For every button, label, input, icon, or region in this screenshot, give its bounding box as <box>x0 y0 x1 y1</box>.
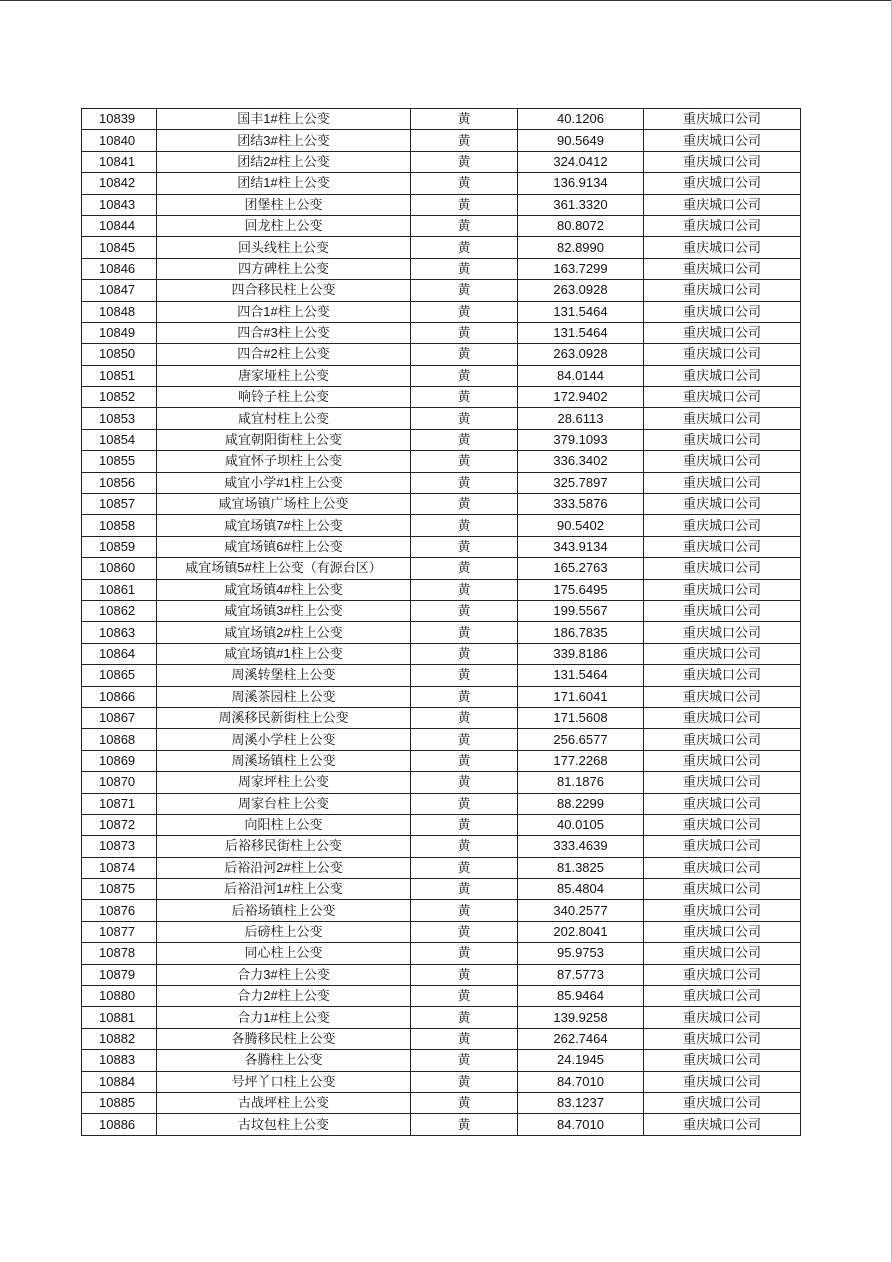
value-cell: 139.9258 <box>518 1007 644 1028</box>
transformer-name-cell: 团结1#柱上公变 <box>157 173 411 194</box>
warning-level-cell: 黄 <box>411 665 518 686</box>
warning-level-cell: 黄 <box>411 964 518 985</box>
company-cell: 重庆城口公司 <box>644 622 801 643</box>
warning-level-cell: 黄 <box>411 643 518 664</box>
company-cell: 重庆城口公司 <box>644 750 801 771</box>
table-row <box>82 451 801 472</box>
table-row <box>82 387 801 408</box>
value-cell: 325.7897 <box>518 472 644 493</box>
transformer-name-cell: 四合1#柱上公变 <box>157 301 411 322</box>
warning-level-cell: 黄 <box>411 429 518 450</box>
table-row <box>82 322 801 343</box>
value-cell: 40.1206 <box>518 109 644 130</box>
value-cell: 165.2763 <box>518 558 644 579</box>
warning-level-cell: 黄 <box>411 879 518 900</box>
table-row <box>82 793 801 814</box>
row-id-cell: 10872 <box>82 814 157 835</box>
company-cell: 重庆城口公司 <box>644 258 801 279</box>
value-cell: 336.3402 <box>518 451 644 472</box>
warning-level-cell: 黄 <box>411 494 518 515</box>
row-id-cell: 10852 <box>82 387 157 408</box>
table-row <box>82 536 801 557</box>
warning-level-cell: 黄 <box>411 793 518 814</box>
warning-level-cell: 黄 <box>411 921 518 942</box>
value-cell: 333.4639 <box>518 836 644 857</box>
warning-level-cell: 黄 <box>411 322 518 343</box>
transformer-name-cell: 响铃子柱上公变 <box>157 387 411 408</box>
table-row <box>82 494 801 515</box>
transformer-name-cell: 咸宜场镇广场柱上公变 <box>157 494 411 515</box>
value-cell: 81.3825 <box>518 857 644 878</box>
warning-level-cell: 黄 <box>411 943 518 964</box>
warning-level-cell: 黄 <box>411 836 518 857</box>
warning-level-cell: 黄 <box>411 1114 518 1135</box>
row-id-cell: 10840 <box>82 130 157 151</box>
value-cell: 361.3320 <box>518 194 644 215</box>
transformer-name-cell: 团堡柱上公变 <box>157 194 411 215</box>
warning-level-cell: 黄 <box>411 707 518 728</box>
warning-level-cell: 黄 <box>411 365 518 386</box>
warning-level-cell: 黄 <box>411 173 518 194</box>
row-id-cell: 10867 <box>82 707 157 728</box>
transformer-name-cell: 咸宜朝阳街柱上公变 <box>157 429 411 450</box>
transformer-name-cell: 周溪小学柱上公变 <box>157 729 411 750</box>
transformer-name-cell: 国丰1#柱上公变 <box>157 109 411 130</box>
company-cell: 重庆城口公司 <box>644 943 801 964</box>
row-id-cell: 10860 <box>82 558 157 579</box>
company-cell: 重庆城口公司 <box>644 536 801 557</box>
value-cell: 87.5773 <box>518 964 644 985</box>
value-cell: 84.0144 <box>518 365 644 386</box>
row-id-cell: 10879 <box>82 964 157 985</box>
table-row <box>82 814 801 835</box>
value-cell: 88.2299 <box>518 793 644 814</box>
table-row <box>82 215 801 236</box>
transformer-name-cell: 咸宜小学#1柱上公变 <box>157 472 411 493</box>
table-row <box>82 365 801 386</box>
value-cell: 82.8990 <box>518 237 644 258</box>
value-cell: 263.0928 <box>518 280 644 301</box>
row-id-cell: 10847 <box>82 280 157 301</box>
row-id-cell: 10885 <box>82 1092 157 1113</box>
row-id-cell: 10886 <box>82 1114 157 1135</box>
value-cell: 90.5402 <box>518 515 644 536</box>
company-cell: 重庆城口公司 <box>644 900 801 921</box>
row-id-cell: 10858 <box>82 515 157 536</box>
row-id-cell: 10871 <box>82 793 157 814</box>
transformer-name-cell: 周家台柱上公变 <box>157 793 411 814</box>
table-body <box>82 109 801 1136</box>
warning-level-cell: 黄 <box>411 1050 518 1071</box>
table-row <box>82 173 801 194</box>
table-row <box>82 258 801 279</box>
row-id-cell: 10844 <box>82 215 157 236</box>
warning-level-cell: 黄 <box>411 151 518 172</box>
row-id-cell: 10865 <box>82 665 157 686</box>
warning-level-cell: 黄 <box>411 301 518 322</box>
company-cell: 重庆城口公司 <box>644 1028 801 1049</box>
row-id-cell: 10856 <box>82 472 157 493</box>
table-row <box>82 301 801 322</box>
value-cell: 324.0412 <box>518 151 644 172</box>
row-id-cell: 10841 <box>82 151 157 172</box>
transformer-name-cell: 唐家垭柱上公变 <box>157 365 411 386</box>
value-cell: 40.0105 <box>518 814 644 835</box>
value-cell: 84.7010 <box>518 1114 644 1135</box>
warning-level-cell: 黄 <box>411 772 518 793</box>
value-cell: 256.6577 <box>518 729 644 750</box>
row-id-cell: 10857 <box>82 494 157 515</box>
warning-level-cell: 黄 <box>411 600 518 621</box>
transformer-name-cell: 团结2#柱上公变 <box>157 151 411 172</box>
transformer-name-cell: 各腾移民柱上公变 <box>157 1028 411 1049</box>
row-id-cell: 10881 <box>82 1007 157 1028</box>
row-id-cell: 10861 <box>82 579 157 600</box>
warning-level-cell: 黄 <box>411 729 518 750</box>
transformer-name-cell: 四合移民柱上公变 <box>157 280 411 301</box>
value-cell: 80.8072 <box>518 215 644 236</box>
warning-level-cell: 黄 <box>411 515 518 536</box>
company-cell: 重庆城口公司 <box>644 237 801 258</box>
transformer-name-cell: 古战坪柱上公变 <box>157 1092 411 1113</box>
value-cell: 262.7464 <box>518 1028 644 1049</box>
warning-level-cell: 黄 <box>411 237 518 258</box>
company-cell: 重庆城口公司 <box>644 173 801 194</box>
page-top-border <box>0 0 892 1</box>
value-cell: 84.7010 <box>518 1071 644 1092</box>
row-id-cell: 10851 <box>82 365 157 386</box>
value-cell: 340.2577 <box>518 900 644 921</box>
company-cell: 重庆城口公司 <box>644 772 801 793</box>
value-cell: 85.4804 <box>518 879 644 900</box>
table-row <box>82 1114 801 1135</box>
transformer-name-cell: 后磅柱上公变 <box>157 921 411 942</box>
transformer-name-cell: 各腾柱上公变 <box>157 1050 411 1071</box>
company-cell: 重庆城口公司 <box>644 879 801 900</box>
company-cell: 重庆城口公司 <box>644 280 801 301</box>
warning-level-cell: 黄 <box>411 579 518 600</box>
transformer-name-cell: 咸宜场镇5#柱上公变（有源台区） <box>157 558 411 579</box>
value-cell: 199.5567 <box>518 600 644 621</box>
warning-level-cell: 黄 <box>411 622 518 643</box>
value-cell: 95.9753 <box>518 943 644 964</box>
table-row <box>82 900 801 921</box>
row-id-cell: 10854 <box>82 429 157 450</box>
row-id-cell: 10853 <box>82 408 157 429</box>
value-cell: 163.7299 <box>518 258 644 279</box>
transformer-name-cell: 合力2#柱上公变 <box>157 986 411 1007</box>
table-row <box>82 579 801 600</box>
transformer-name-cell: 后裕场镇柱上公变 <box>157 900 411 921</box>
value-cell: 333.5876 <box>518 494 644 515</box>
transformer-name-cell: 咸宜场镇2#柱上公变 <box>157 622 411 643</box>
table-row <box>82 750 801 771</box>
company-cell: 重庆城口公司 <box>644 1071 801 1092</box>
transformer-name-cell: 周溪茶园柱上公变 <box>157 686 411 707</box>
company-cell: 重庆城口公司 <box>644 1092 801 1113</box>
table-row <box>82 472 801 493</box>
value-cell: 263.0928 <box>518 344 644 365</box>
warning-level-cell: 黄 <box>411 750 518 771</box>
transformer-table <box>81 108 801 1136</box>
company-cell: 重庆城口公司 <box>644 1050 801 1071</box>
row-id-cell: 10862 <box>82 600 157 621</box>
table-row <box>82 1071 801 1092</box>
transformer-name-cell: 咸宜场镇7#柱上公变 <box>157 515 411 536</box>
table-row <box>82 772 801 793</box>
row-id-cell: 10884 <box>82 1071 157 1092</box>
row-id-cell: 10870 <box>82 772 157 793</box>
warning-level-cell: 黄 <box>411 536 518 557</box>
company-cell: 重庆城口公司 <box>644 109 801 130</box>
value-cell: 81.1876 <box>518 772 644 793</box>
transformer-name-cell: 周溪转堡柱上公变 <box>157 665 411 686</box>
row-id-cell: 10846 <box>82 258 157 279</box>
value-cell: 175.6495 <box>518 579 644 600</box>
company-cell: 重庆城口公司 <box>644 964 801 985</box>
row-id-cell: 10875 <box>82 879 157 900</box>
company-cell: 重庆城口公司 <box>644 194 801 215</box>
table-row <box>82 515 801 536</box>
transformer-name-cell: 后裕沿河1#柱上公变 <box>157 879 411 900</box>
company-cell: 重庆城口公司 <box>644 686 801 707</box>
company-cell: 重庆城口公司 <box>644 451 801 472</box>
company-cell: 重庆城口公司 <box>644 600 801 621</box>
value-cell: 90.5649 <box>518 130 644 151</box>
transformer-name-cell: 团结3#柱上公变 <box>157 130 411 151</box>
table-row <box>82 943 801 964</box>
table-row <box>82 1028 801 1049</box>
table-row <box>82 130 801 151</box>
value-cell: 83.1237 <box>518 1092 644 1113</box>
table-row <box>82 429 801 450</box>
value-cell: 339.8186 <box>518 643 644 664</box>
table-row <box>82 622 801 643</box>
table-row <box>82 921 801 942</box>
table-row <box>82 1050 801 1071</box>
company-cell: 重庆城口公司 <box>644 729 801 750</box>
warning-level-cell: 黄 <box>411 1071 518 1092</box>
company-cell: 重庆城口公司 <box>644 130 801 151</box>
row-id-cell: 10873 <box>82 836 157 857</box>
warning-level-cell: 黄 <box>411 109 518 130</box>
value-cell: 186.7835 <box>518 622 644 643</box>
company-cell: 重庆城口公司 <box>644 472 801 493</box>
row-id-cell: 10850 <box>82 344 157 365</box>
transformer-name-cell: 回龙柱上公变 <box>157 215 411 236</box>
warning-level-cell: 黄 <box>411 986 518 1007</box>
transformer-name-cell: 咸宜场镇#1柱上公变 <box>157 643 411 664</box>
transformer-name-cell: 古坟包柱上公变 <box>157 1114 411 1135</box>
transformer-name-cell: 咸宜场镇6#柱上公变 <box>157 536 411 557</box>
transformer-name-cell: 后裕沿河2#柱上公变 <box>157 857 411 878</box>
company-cell: 重庆城口公司 <box>644 301 801 322</box>
value-cell: 202.8041 <box>518 921 644 942</box>
table-row <box>82 237 801 258</box>
table-row <box>82 665 801 686</box>
table-row <box>82 151 801 172</box>
row-id-cell: 10839 <box>82 109 157 130</box>
warning-level-cell: 黄 <box>411 280 518 301</box>
row-id-cell: 10880 <box>82 986 157 1007</box>
table-row <box>82 1007 801 1028</box>
company-cell: 重庆城口公司 <box>644 857 801 878</box>
value-cell: 379.1093 <box>518 429 644 450</box>
row-id-cell: 10877 <box>82 921 157 942</box>
row-id-cell: 10863 <box>82 622 157 643</box>
value-cell: 343.9134 <box>518 536 644 557</box>
row-id-cell: 10859 <box>82 536 157 557</box>
warning-level-cell: 黄 <box>411 472 518 493</box>
row-id-cell: 10869 <box>82 750 157 771</box>
company-cell: 重庆城口公司 <box>644 1007 801 1028</box>
company-cell: 重庆城口公司 <box>644 215 801 236</box>
row-id-cell: 10864 <box>82 643 157 664</box>
value-cell: 172.9402 <box>518 387 644 408</box>
transformer-name-cell: 向阳柱上公变 <box>157 814 411 835</box>
warning-level-cell: 黄 <box>411 130 518 151</box>
warning-level-cell: 黄 <box>411 558 518 579</box>
company-cell: 重庆城口公司 <box>644 151 801 172</box>
transformer-name-cell: 后裕移民街柱上公变 <box>157 836 411 857</box>
warning-level-cell: 黄 <box>411 1007 518 1028</box>
transformer-name-cell: 咸宜场镇4#柱上公变 <box>157 579 411 600</box>
transformer-name-cell: 同心柱上公变 <box>157 943 411 964</box>
table-row <box>82 986 801 1007</box>
company-cell: 重庆城口公司 <box>644 344 801 365</box>
company-cell: 重庆城口公司 <box>644 921 801 942</box>
row-id-cell: 10866 <box>82 686 157 707</box>
value-cell: 171.5608 <box>518 707 644 728</box>
table-row <box>82 857 801 878</box>
value-cell: 131.5464 <box>518 665 644 686</box>
table-row <box>82 408 801 429</box>
warning-level-cell: 黄 <box>411 387 518 408</box>
row-id-cell: 10849 <box>82 322 157 343</box>
company-cell: 重庆城口公司 <box>644 387 801 408</box>
company-cell: 重庆城口公司 <box>644 814 801 835</box>
company-cell: 重庆城口公司 <box>644 558 801 579</box>
warning-level-cell: 黄 <box>411 1092 518 1113</box>
table-row <box>82 344 801 365</box>
value-cell: 136.9134 <box>518 173 644 194</box>
company-cell: 重庆城口公司 <box>644 665 801 686</box>
transformer-name-cell: 咸宜怀子坝柱上公变 <box>157 451 411 472</box>
company-cell: 重庆城口公司 <box>644 322 801 343</box>
table-row <box>82 729 801 750</box>
value-cell: 24.1945 <box>518 1050 644 1071</box>
table-row <box>82 707 801 728</box>
table-row <box>82 836 801 857</box>
value-cell: 85.9464 <box>518 986 644 1007</box>
transformer-name-cell: 四合#2柱上公变 <box>157 344 411 365</box>
warning-level-cell: 黄 <box>411 408 518 429</box>
transformer-name-cell: 四方碑柱上公变 <box>157 258 411 279</box>
value-cell: 28.6113 <box>518 408 644 429</box>
table-row <box>82 600 801 621</box>
company-cell: 重庆城口公司 <box>644 836 801 857</box>
warning-level-cell: 黄 <box>411 451 518 472</box>
row-id-cell: 10842 <box>82 173 157 194</box>
row-id-cell: 10882 <box>82 1028 157 1049</box>
transformer-name-cell: 合力1#柱上公变 <box>157 1007 411 1028</box>
warning-level-cell: 黄 <box>411 215 518 236</box>
warning-level-cell: 黄 <box>411 857 518 878</box>
company-cell: 重庆城口公司 <box>644 986 801 1007</box>
warning-level-cell: 黄 <box>411 686 518 707</box>
row-id-cell: 10855 <box>82 451 157 472</box>
warning-level-cell: 黄 <box>411 194 518 215</box>
row-id-cell: 10868 <box>82 729 157 750</box>
company-cell: 重庆城口公司 <box>644 365 801 386</box>
company-cell: 重庆城口公司 <box>644 515 801 536</box>
company-cell: 重庆城口公司 <box>644 429 801 450</box>
table-row <box>82 280 801 301</box>
table-row <box>82 643 801 664</box>
transformer-name-cell: 号坪丫口柱上公变 <box>157 1071 411 1092</box>
transformer-name-cell: 咸宜村柱上公变 <box>157 408 411 429</box>
transformer-name-cell: 周溪场镇柱上公变 <box>157 750 411 771</box>
row-id-cell: 10843 <box>82 194 157 215</box>
row-id-cell: 10845 <box>82 237 157 258</box>
table-row <box>82 109 801 130</box>
warning-level-cell: 黄 <box>411 258 518 279</box>
row-id-cell: 10883 <box>82 1050 157 1071</box>
value-cell: 131.5464 <box>518 322 644 343</box>
transformer-name-cell: 合力3#柱上公变 <box>157 964 411 985</box>
row-id-cell: 10876 <box>82 900 157 921</box>
row-id-cell: 10874 <box>82 857 157 878</box>
table-row <box>82 879 801 900</box>
value-cell: 131.5464 <box>518 301 644 322</box>
table-row <box>82 558 801 579</box>
company-cell: 重庆城口公司 <box>644 579 801 600</box>
transformer-name-cell: 四合#3柱上公变 <box>157 322 411 343</box>
table-row <box>82 964 801 985</box>
warning-level-cell: 黄 <box>411 900 518 921</box>
table-row <box>82 686 801 707</box>
warning-level-cell: 黄 <box>411 1028 518 1049</box>
company-cell: 重庆城口公司 <box>644 707 801 728</box>
transformer-name-cell: 周家坪柱上公变 <box>157 772 411 793</box>
warning-level-cell: 黄 <box>411 814 518 835</box>
transformer-name-cell: 回头线柱上公变 <box>157 237 411 258</box>
company-cell: 重庆城口公司 <box>644 408 801 429</box>
transformer-name-cell: 周溪移民新街柱上公变 <box>157 707 411 728</box>
company-cell: 重庆城口公司 <box>644 494 801 515</box>
transformer-name-cell: 咸宜场镇3#柱上公变 <box>157 600 411 621</box>
value-cell: 171.6041 <box>518 686 644 707</box>
table-row <box>82 1092 801 1113</box>
row-id-cell: 10878 <box>82 943 157 964</box>
value-cell: 177.2268 <box>518 750 644 771</box>
company-cell: 重庆城口公司 <box>644 793 801 814</box>
row-id-cell: 10848 <box>82 301 157 322</box>
warning-level-cell: 黄 <box>411 344 518 365</box>
company-cell: 重庆城口公司 <box>644 643 801 664</box>
company-cell: 重庆城口公司 <box>644 1114 801 1135</box>
table-row <box>82 194 801 215</box>
